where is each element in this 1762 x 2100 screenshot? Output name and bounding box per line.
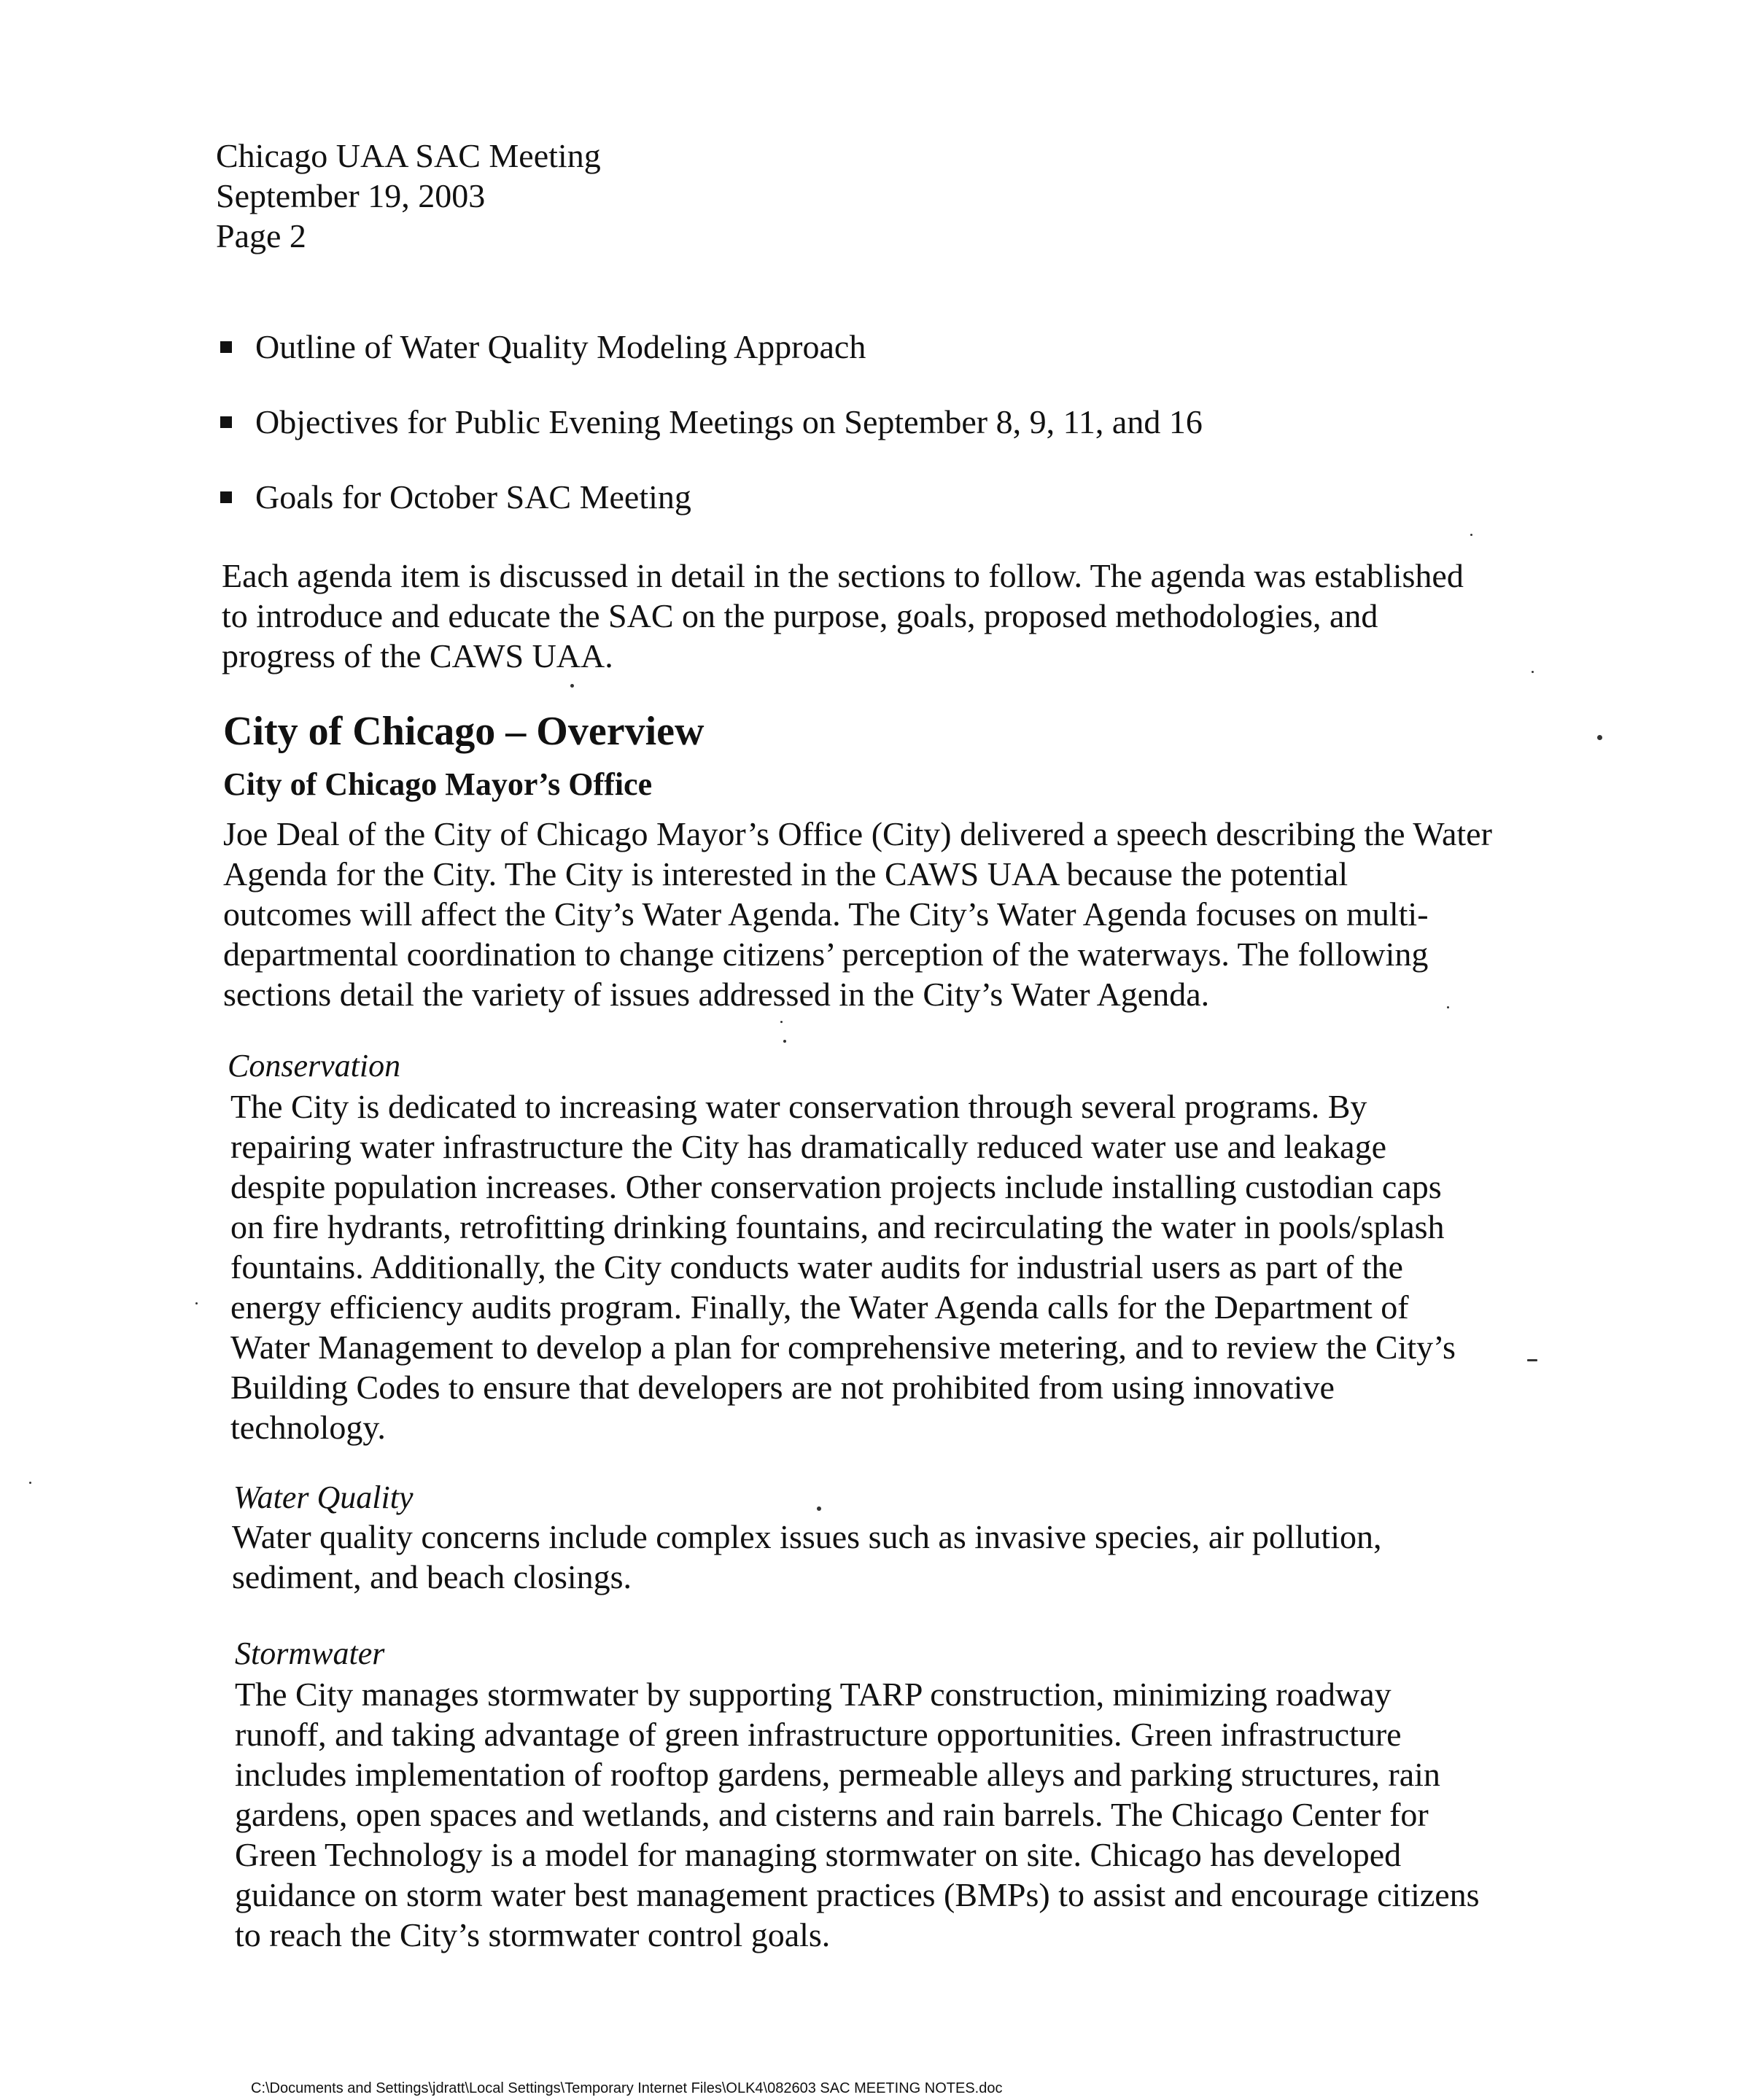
paragraph-line: repairing water infrastructure the City has dramatically reduced water use and leakage	[230, 1128, 1387, 1165]
agenda-bullet-list	[219, 327, 1532, 552]
square-bullet-icon	[220, 416, 232, 428]
paragraph-line: Each agenda item is discussed in detail in the sections to follow. The agenda was established	[222, 557, 1464, 594]
header-page-number: Page 2	[216, 217, 306, 254]
header-meeting-date: September 19, 2003	[216, 177, 486, 214]
agenda-bullet-item	[219, 402, 1532, 443]
paragraph-line: to introduce and educate the SAC on the purpose, goals, proposed methodologies, and	[222, 597, 1378, 634]
paragraph-line: despite population increases. Other conservation projects include installing custodian caps	[230, 1168, 1442, 1205]
paragraph-line: fountains. Additionally, the City conducts water audits for industrial users as part of the	[230, 1248, 1403, 1286]
paragraph-line: departmental coordination to change citizens’ perception of the waterways. The following	[223, 936, 1429, 973]
footer-file-path: C:\Documents and Settings\jdratt\Local Settings\Temporary Internet Files\OLK4\082603 SAC MEETING NOTES.doc	[251, 2080, 1003, 2096]
square-bullet-icon	[220, 491, 232, 503]
paragraph-line: The City is dedicated to increasing water conservation through several programs. By	[230, 1088, 1367, 1125]
agenda-bullet-text: Objectives for Public Evening Meetings on September 8, 9, 11, and 16	[255, 403, 1203, 440]
agenda-bullet-text: Goals for October SAC Meeting	[255, 478, 691, 516]
scan-speck	[1597, 735, 1602, 740]
paragraph-line: gardens, open spaces and wetlands, and cisterns and rain barrels. The Chicago Center for	[235, 1796, 1429, 1833]
intro-paragraph	[222, 556, 1464, 676]
conservation-paragraph	[230, 1086, 1456, 1447]
paragraph-line: Water Management to develop a plan for comprehensive metering, and to review the City’s	[230, 1329, 1456, 1366]
paragraph-line: on fire hydrants, retrofitting drinking fountains, and recirculating the water in pools/splash	[230, 1208, 1445, 1245]
water-quality-title: Water Quality	[233, 1479, 414, 1515]
paragraph-line: Building Codes to ensure that developers are not prohibited from using innovative	[230, 1369, 1335, 1406]
paragraph-line: energy efficiency audits program. Finally, the Water Agenda calls for the Department of	[230, 1288, 1409, 1326]
paragraph-line: The City manages stormwater by supporting TARP construction, minimizing roadway	[235, 1676, 1392, 1713]
paragraph-line: technology.	[230, 1409, 386, 1446]
paragraph-line: to reach the City’s stormwater control goals.	[235, 1916, 831, 1953]
scan-speck	[1470, 534, 1472, 536]
paragraph-line: progress of the CAWS UAA.	[222, 637, 613, 674]
stormwater-paragraph	[235, 1674, 1480, 1955]
paragraph-line: outcomes will affect the City’s Water Agenda. The City’s Water Agenda focuses on multi-	[223, 895, 1429, 933]
water-quality-paragraph	[232, 1517, 1382, 1597]
conservation-title: Conservation	[228, 1048, 401, 1084]
paragraph-line: Green Technology is a model for managing stormwater on site. Chicago has developed	[235, 1836, 1402, 1873]
paragraph-line: Agenda for the City. The City is interested in the CAWS UAA because the potential	[223, 855, 1348, 892]
scan-speck	[1527, 1359, 1537, 1361]
mayor-office-paragraph	[223, 814, 1492, 1014]
paragraph-line: runoff, and taking advantage of green infrastructure opportunities. Green infrastructure	[235, 1716, 1402, 1753]
paragraph-line: Joe Deal of the City of Chicago Mayor’s Office (City) delivered a speech describing the Water	[223, 815, 1492, 852]
square-bullet-icon	[220, 341, 232, 353]
paragraph-line: includes implementation of rooftop gardens, permeable alleys and parking structures, rain	[235, 1756, 1440, 1793]
agenda-bullet-item	[219, 477, 1532, 518]
scan-speck	[1447, 1006, 1449, 1008]
paragraph-line: Water quality concerns include complex issues such as invasive species, air pollution,	[232, 1518, 1382, 1555]
paragraph-line: sections detail the variety of issues addressed in the City’s Water Agenda.	[223, 976, 1210, 1013]
agenda-bullet-text: Outline of Water Quality Modeling Approach	[255, 328, 866, 365]
scan-speck	[783, 1040, 786, 1043]
scan-speck	[1532, 671, 1534, 673]
header-meeting-title: Chicago UAA SAC Meeting	[216, 137, 601, 174]
section-heading: City of Chicago – Overview	[223, 709, 705, 754]
scan-speck	[570, 684, 574, 688]
section-subheading: City of Chicago Mayor’s Office	[223, 766, 653, 802]
paragraph-line: guidance on storm water best management practices (BMPs) to assist and encourage citizens	[235, 1876, 1480, 1913]
page-header	[216, 136, 601, 256]
scan-speck	[29, 1482, 31, 1484]
paragraph-line: sediment, and beach closings.	[232, 1558, 632, 1595]
agenda-bullet-item	[219, 327, 1532, 368]
scan-speck	[780, 1021, 783, 1023]
scan-speck	[817, 1506, 821, 1511]
scan-speck	[195, 1302, 198, 1304]
stormwater-title: Stormwater	[235, 1636, 385, 1671]
